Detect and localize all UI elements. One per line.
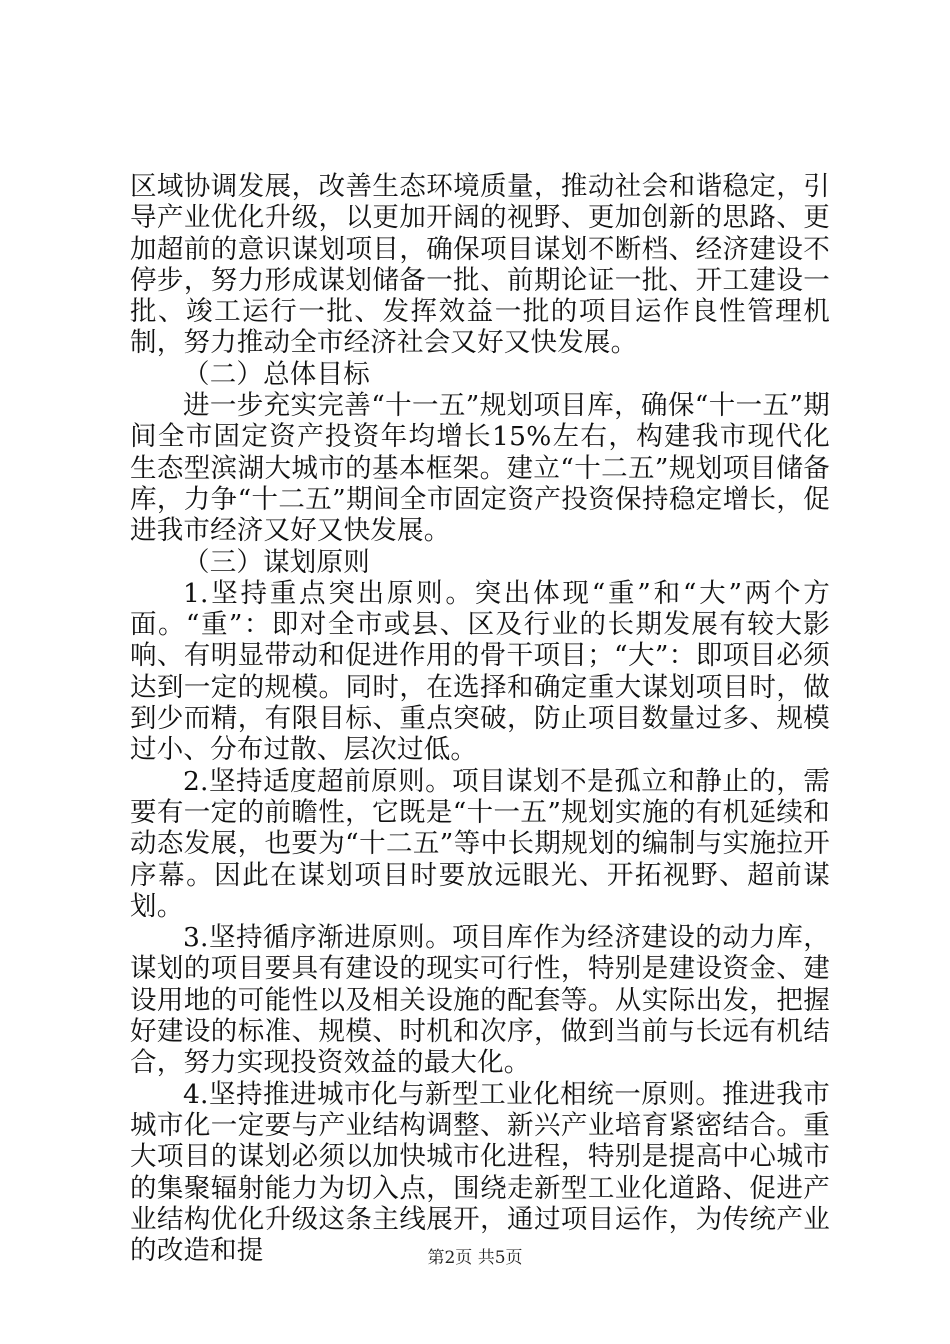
page-footer <box>0 1248 950 1268</box>
paragraph-continuation: 区域协调发展，改善生态环境质量，推动社会和谐稳定，引导产业优化升级，以更加开阔的视野、更加创新的思路、更加超前的意识谋划项目，确保项目谋划不断档、经济建设不停步，努力形成谋划储备一批、前期论证一批、开工建设一批、竣工运行一批、发挥效益一批的项目运作良性管理机制，努力推动全市经济社会又好又快发展。 <box>130 171 830 359</box>
paragraph-principle-1: 1.坚持重点突出原则。突出体现“重”和“大”两个方面。“重”：即对全市或县、区及行业的长期发展有较大影响、有明显带动和促进作用的骨干项目；“大”：即项目必须达到一定的规模。同时，在选择和确定重大谋划项目时，做到少而精，有限目标、重点突破，防止项目数量过多、规模过小、分布过散、层次过低。 <box>130 577 830 766</box>
section-heading-planning-principles: （三）谋划原则 <box>183 546 370 578</box>
paragraph-principle-3: 3.坚持循序渐进原则。项目库作为经济建设的动力库，谋划的项目要具有建设的现实可行性，特别是建设资金、建设用地的可能性以及相关设施的配套等。从实际出发，把握好建设的标准、规模、时机和次序，做到当前与长远有机结合，努力实现投资效益的最大化。 <box>130 922 830 1079</box>
paragraph-principle-2: 2.坚持适度超前原则。项目谋划不是孤立和静止的，需要有一定的前瞻性，它既是“十一五”规划实施的有机延续和动态发展，也要为“十二五”等中长期规划的编制与实施拉开序幕。因此在谋划项目时要放远眼光、开拓视野、超前谋划。 <box>130 765 830 922</box>
section-heading-overall-goal: （二）总体目标 <box>183 358 370 390</box>
document-body <box>130 171 830 1266</box>
page-number-label: 第2页 共5页 <box>427 1248 523 1268</box>
paragraph-principle-4: 4.坚持推进城市化与新型工业化相统一原则。推进我市城市化一定要与产业结构调整、新兴产业培育紧密结合。重大项目的谋划必须以加快城市化进程，特别是提高中心城市的集聚辐射能力为切入点，围绕走新型工业化道路、促进产业结构优化升级这条主线展开，通过项目运作，为传统产业的改造和提 <box>130 1078 830 1267</box>
paragraph-overall-goal: 进一步充实完善“十一五”规划项目库，确保“十一五”期间全市固定资产投资年均增长15%左右，构建我市现代化生态型滨湖大城市的基本框架。建立“十二五”规划项目储备库，力争“十二五”期间全市固定资产投资保持稳定增长，促进我市经济又好又快发展。 <box>130 390 830 547</box>
